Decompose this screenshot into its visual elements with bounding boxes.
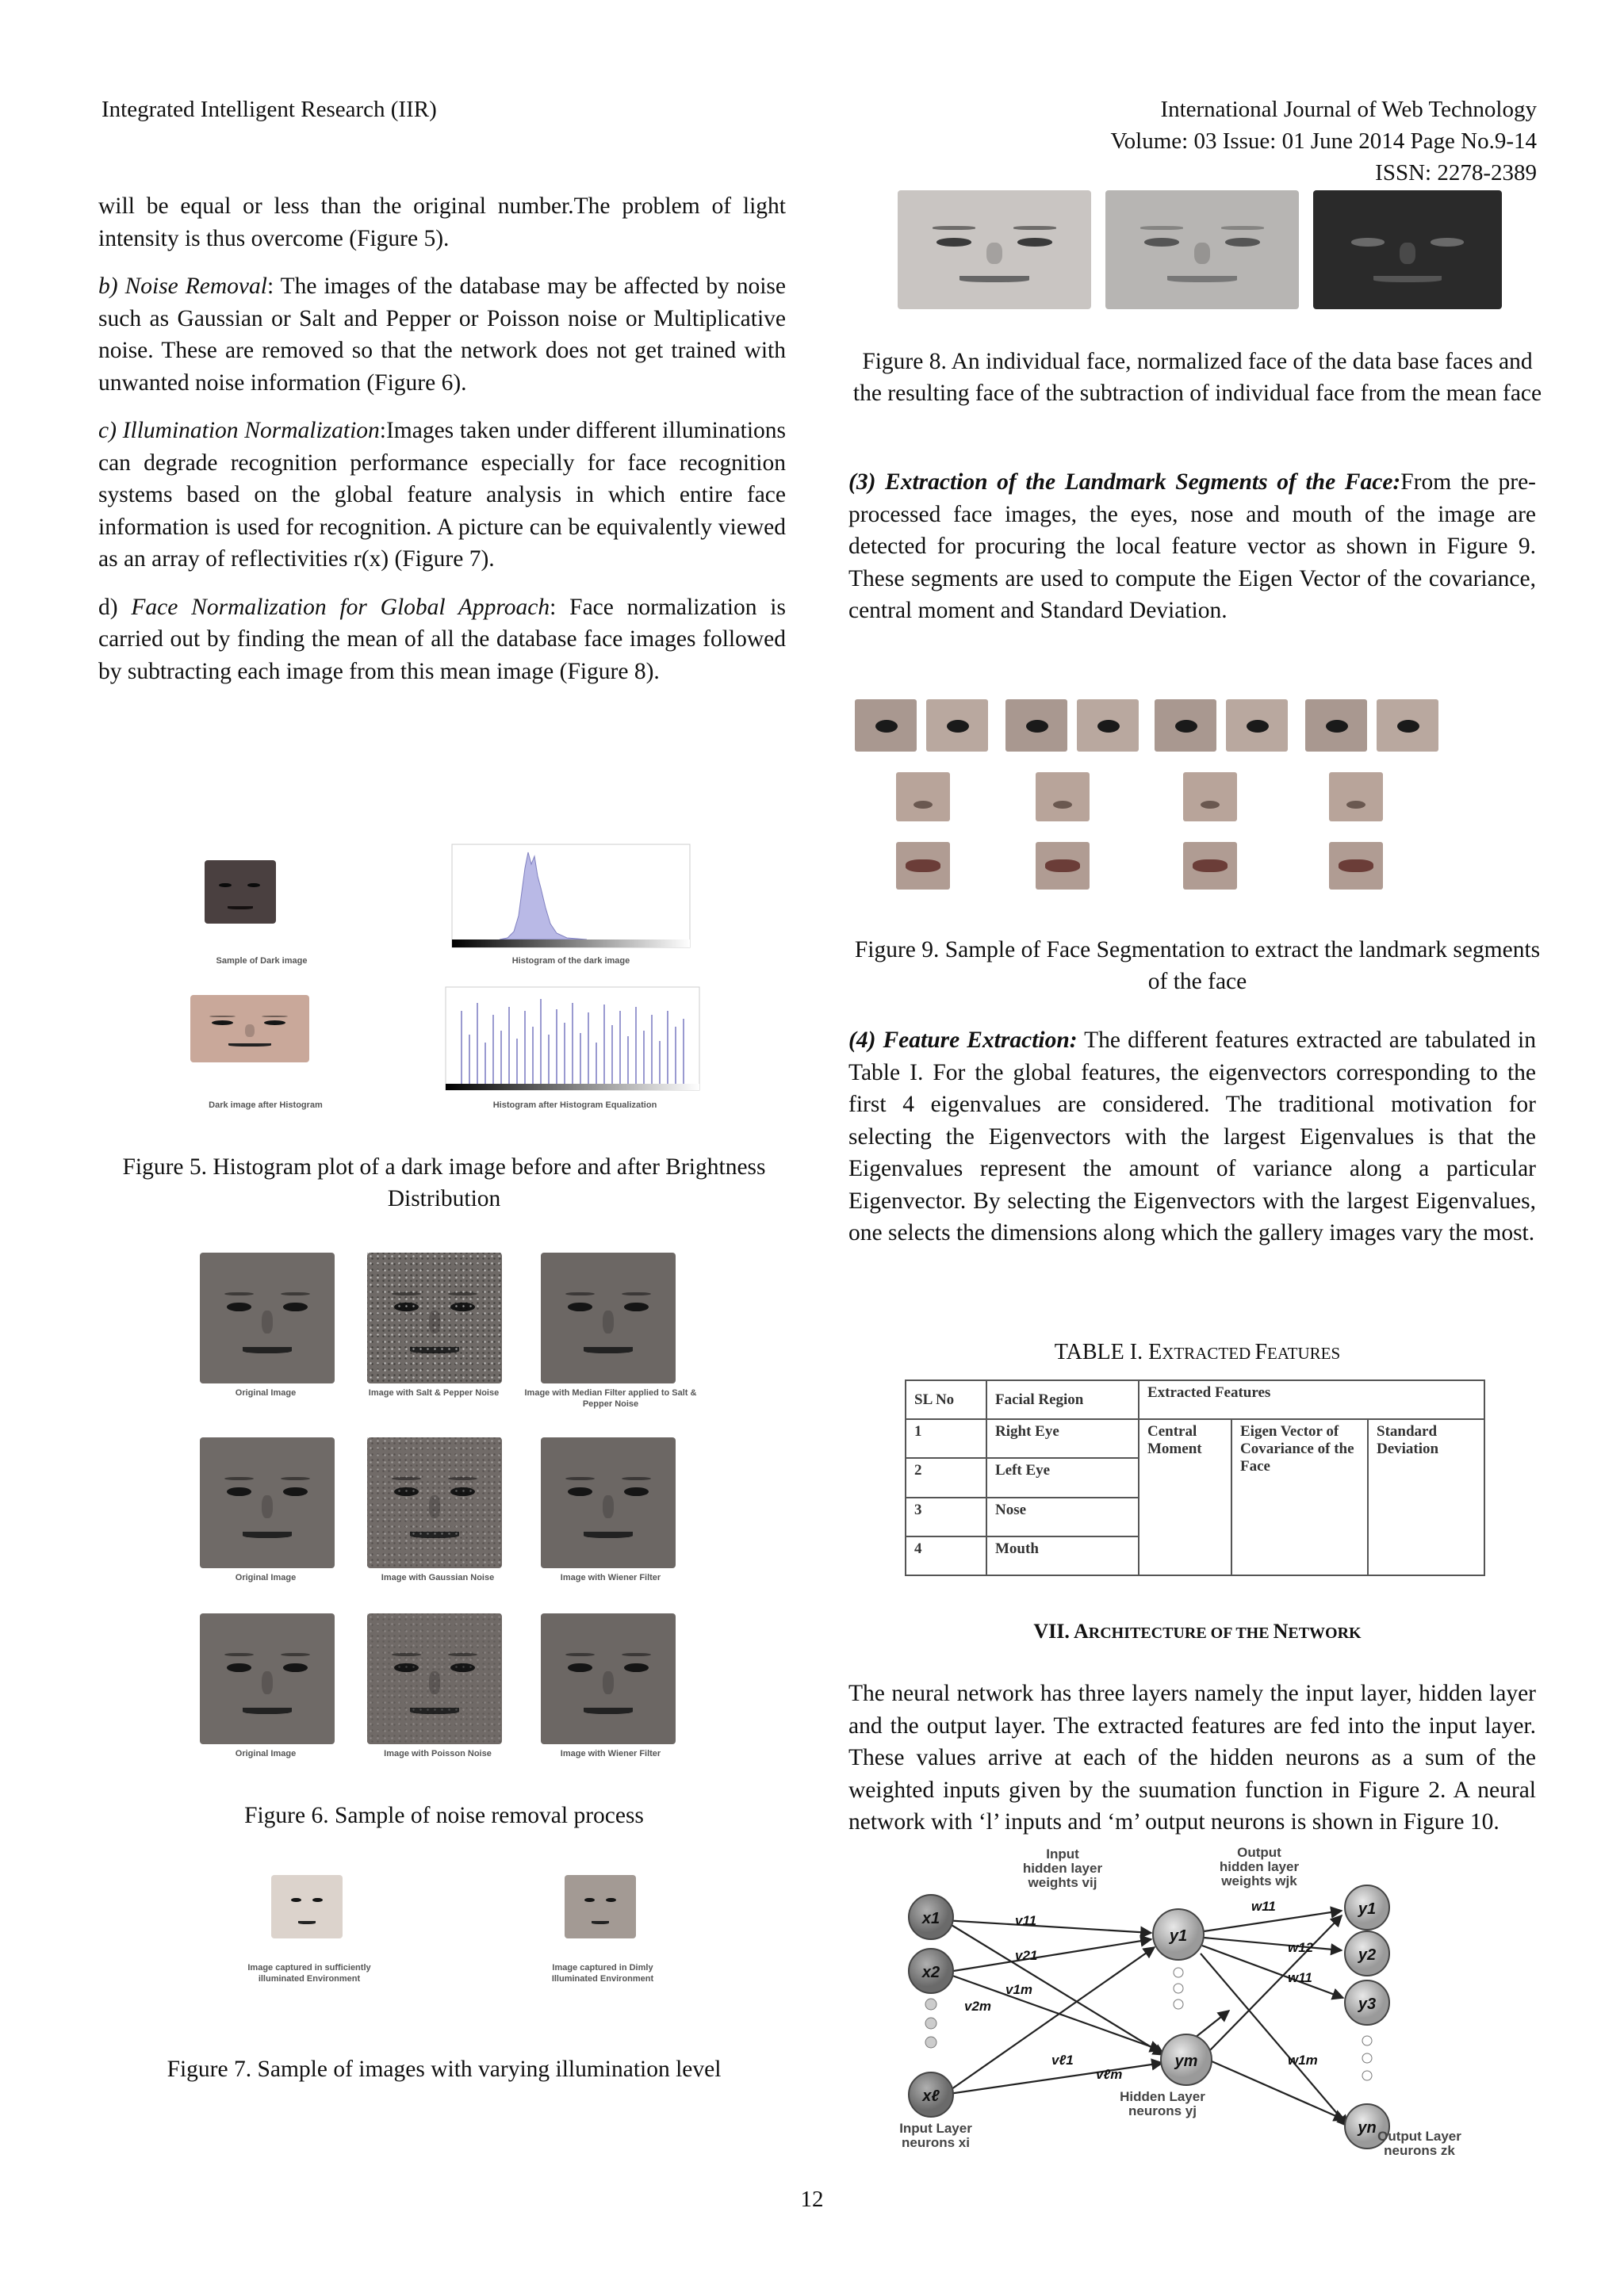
eye-segment — [926, 699, 988, 752]
fig6-r1-a: Original Image — [235, 1388, 297, 1398]
table-1-title — [848, 1338, 1546, 1368]
fig5-sub-a: Sample of Dark image — [216, 956, 308, 966]
weight-w1m: w1m — [1288, 2053, 1318, 2068]
face-norm-prefix: d) — [98, 594, 132, 620]
face-norm-text: : Face normalization is carried out by finding the mean of all the database face images followed by subtracting each image from this mean image (Figure 8). — [98, 594, 786, 684]
header-left: Integrated Intelligent Research (IIR) — [102, 97, 437, 122]
edge-y1-on — [1201, 1954, 1348, 2126]
label-out-y2: y2 — [1358, 1946, 1377, 1964]
equalized-histogram-chart — [446, 987, 699, 1090]
figure-5-caption: Figure 5. Histogram plot of a dark image before and after Brightness Distribution — [122, 1154, 766, 1211]
neural-network-diagram — [896, 1845, 1499, 2158]
eye-segment — [1077, 699, 1139, 752]
label-hidden-ym: ym — [1174, 2053, 1198, 2070]
ellipsis-dot — [1174, 1999, 1183, 2009]
difference-face — [1313, 190, 1502, 309]
figure-9 — [855, 699, 1442, 897]
landmark-label: (3) Extraction of the Landmark Segments of the Face: — [848, 469, 1401, 495]
fig6-r1-b: Image with Salt & Pepper Noise — [368, 1388, 500, 1398]
weight-v2m: v2m — [964, 1999, 992, 2014]
table-title-d: EATURES — [1267, 1344, 1341, 1363]
paragraph-feature-extraction — [848, 1024, 1536, 1249]
eye-segment — [1377, 699, 1438, 752]
journal-title: International Journal of Web Technology — [1160, 97, 1537, 122]
ellipsis-dot — [1174, 1984, 1183, 1993]
ellipsis-dot — [925, 2037, 936, 2048]
label-out-yn: yn — [1358, 2119, 1377, 2137]
eye-segment — [855, 699, 917, 752]
figure-6 — [190, 1253, 714, 1760]
left-column — [98, 190, 786, 687]
edge-ym-on — [1212, 2061, 1345, 2120]
th-eigen-vector: Eigen Vector of Covariance of the Face — [1231, 1419, 1368, 1575]
mouth-segment — [1329, 842, 1383, 890]
fig7-sub-b: Image captured in Dimly Illuminated Environment — [551, 1963, 654, 1984]
cell-region: Right Eye — [986, 1419, 1139, 1458]
input-layer-label-b: neurons xi — [902, 2135, 970, 2150]
nose-segment — [1183, 772, 1237, 821]
fig7-sub-a: Image captured in sufficiently illuminated Environment — [247, 1963, 371, 1984]
label-x1: x1 — [921, 1910, 940, 1927]
mouth-segment — [1183, 842, 1237, 890]
edge-y1-o2 — [1204, 1938, 1342, 1950]
equalized-face-image — [190, 995, 309, 1062]
th-sl-no: SL No — [906, 1380, 986, 1419]
label-x2: x2 — [921, 1964, 940, 1981]
cell-region: Left Eye — [986, 1458, 1139, 1497]
median-filter-face — [541, 1253, 676, 1383]
ellipsis-dot — [1362, 2071, 1372, 2080]
figure-6-caption: Figure 6. Sample of noise removal process — [244, 1803, 644, 1828]
paragraph-face-normalization — [98, 591, 786, 688]
label-out-y3: y3 — [1358, 1996, 1377, 2013]
input-layer-label-a: Input Layer — [899, 2121, 972, 2136]
dim-portrait — [565, 1875, 636, 1938]
cell-sl: 1 — [906, 1419, 986, 1458]
weight-v21: v21 — [1015, 1948, 1038, 1963]
sec7-a: VII. A — [1033, 1620, 1089, 1643]
th-facial-region: Facial Region — [986, 1380, 1139, 1419]
figure-8 — [898, 190, 1502, 317]
figure-7 — [238, 1875, 714, 2002]
paragraph-landmark-extraction — [848, 466, 1536, 627]
paragraph-noise-removal — [98, 270, 786, 399]
eye-segment — [1155, 699, 1216, 752]
in-weights-title-a: Input — [1046, 1846, 1079, 1862]
illumination-label: c) Illumination Normalization — [98, 418, 380, 443]
salt-pepper-face — [367, 1253, 502, 1383]
feature-extraction-text: The different features extracted are tabulated in Table I. For the global features, the eigenvectors corresponding to the first 4 eigenvalues are considered. The traditional motivation for selecting the Eigenvectors with the largest Eigenvalues is that the Eigenvalues represent the amount of variance along a particular Eigenvector. By selecting the Eigenvectors with the largest Eigenvalues, one selects the dimensions along which the gallery images vary the most. — [848, 1027, 1536, 1246]
nose-segment — [1036, 772, 1090, 821]
fig6-r3-b: Image with Poisson Noise — [384, 1749, 492, 1758]
sec7-c: N — [1273, 1620, 1289, 1643]
eye-segment — [1305, 699, 1367, 752]
paragraph-architecture: The neural network has three layers namely the input layer, hidden layer and the output layer. The extracted features are fed into the input layer. These values arrive at each of the hidden neurons as a sum of the weighted inputs given by the suumation function in Figure 2. A neural network with ‘l’ inputs and ‘m’ output neurons is shown in Figure 10. — [848, 1681, 1536, 1835]
weight-w11-b: w11 — [1288, 1970, 1312, 1985]
cell-sl: 4 — [906, 1536, 986, 1575]
dark-face-image — [205, 860, 276, 924]
weight-vl1: vℓ1 — [1051, 2053, 1074, 2068]
table-title-a: TABLE I. E — [1054, 1340, 1162, 1364]
sec7-d: ETWORK — [1288, 1624, 1362, 1642]
paragraph-illumination — [98, 415, 786, 576]
edge-x1-y1 — [944, 1920, 1151, 1933]
nose-segment — [1329, 772, 1383, 821]
cell-region: Nose — [986, 1498, 1139, 1536]
edge-x1-ym — [944, 1920, 1164, 2055]
fig6-r2-a: Original Image — [235, 1573, 297, 1582]
fig5-sub-d: Histogram after Histogram Equalization — [492, 1100, 657, 1110]
fig5-sub-b: Histogram of the dark image — [511, 956, 630, 966]
table-title-b: XTRACTED — [1162, 1344, 1255, 1363]
th-central-moment: Central Moment — [1139, 1419, 1231, 1575]
out-weights-title-a: Output — [1237, 1845, 1281, 1860]
ellipsis-dot — [925, 2018, 936, 2029]
figure-9-caption: Figure 9. Sample of Face Segmentation to extract the landmark segments of the face — [854, 937, 1541, 994]
ellipsis-dot — [925, 1999, 936, 2010]
normalized-face — [1105, 190, 1299, 309]
weight-w12: w12 — [1288, 1940, 1314, 1955]
output-layer-label-a: Output Layer — [1377, 2129, 1461, 2144]
eye-segment — [1226, 699, 1288, 752]
bright-portrait — [271, 1875, 343, 1938]
extracted-features-table — [905, 1380, 1485, 1576]
table-title-c: F — [1254, 1340, 1268, 1364]
ellipsis-dot — [1174, 1968, 1183, 1977]
paragraph-continuation: will be equal or less than the original number.The problem of light intensity is thus overcome (Figure 5). — [98, 193, 786, 251]
figure-5 — [190, 844, 745, 1114]
noise-removal-label: b) Noise Removal — [98, 274, 267, 299]
th-extracted-features: Extracted Features — [1139, 1380, 1484, 1419]
ellipsis-dot — [1362, 2053, 1372, 2063]
journal-volume: Volume: 03 Issue: 01 June 2014 Page No.9-14 — [1110, 128, 1537, 154]
section-vii-heading — [848, 1617, 1546, 1647]
noise-removal-text: : The images of the database may be affected by noise such as Gaussian or Salt and Pepper or Poisson noise or Multiplicative noise. These are removed so that the network does not get trained with unwanted noise information (Figure 6). — [98, 274, 786, 396]
th-std-dev: Standard Deviation — [1368, 1419, 1484, 1575]
hidden-layer-label-a: Hidden Layer — [1120, 2089, 1205, 2104]
hidden-layer-label-b: neurons yj — [1128, 2103, 1197, 2118]
eye-segment — [1005, 699, 1067, 752]
out-weights-title-c: weights wjk — [1221, 1873, 1297, 1888]
original-face-3 — [200, 1613, 335, 1744]
out-weights-title-b: hidden layer — [1219, 1859, 1300, 1874]
face-norm-label: Face Normalization for Global Approach — [131, 594, 550, 620]
wiener-filter-face-2 — [541, 1613, 676, 1744]
header-right — [1110, 94, 1537, 189]
feature-extraction-label: (4) Feature Extraction: — [848, 1027, 1078, 1053]
cell-sl: 3 — [906, 1498, 986, 1536]
journal-issn: ISSN: 2278-2389 — [1375, 160, 1537, 186]
gaussian-noise-face — [367, 1437, 502, 1568]
label-hidden-y1: y1 — [1169, 1927, 1188, 1945]
mouth-segment — [896, 842, 950, 890]
cell-region: Mouth — [986, 1536, 1139, 1575]
fig6-r1-c: Image with Median Filter applied to Salt & Pepper Noise — [524, 1388, 697, 1409]
in-weights-title-c: weights vij — [1028, 1875, 1097, 1890]
wiener-filter-face-1 — [541, 1437, 676, 1568]
ellipsis-dot — [1362, 2036, 1372, 2045]
landmark-text: From the pre-processed face images, the eyes, nose and mouth of the image are detected for procuring the local feature vector as shown in Figure 9. These segments are used to compute the Eigen Vector of the covariance, central moment and Standard Deviation. — [848, 469, 1536, 623]
edge-xl-y1 — [944, 1947, 1155, 2095]
dark-histogram-chart — [452, 844, 690, 947]
poisson-noise-face — [367, 1613, 502, 1744]
weight-v1m: v1m — [1005, 1982, 1033, 1997]
weight-vlm: vℓm — [1096, 2067, 1123, 2082]
individual-face — [898, 190, 1091, 309]
in-weights-title-b: hidden layer — [1022, 1861, 1103, 1876]
original-face-1 — [200, 1253, 335, 1383]
edge-x2-y1 — [944, 1939, 1151, 1973]
figure-8-caption: Figure 8. An individual face, normalized face of the data base faces and the resulting face of the subtraction of individual face from the mean face — [852, 349, 1542, 406]
output-layer-label-b: neurons zk — [1384, 2143, 1455, 2158]
fig6-r3-c: Image with Wiener Filter — [560, 1749, 661, 1758]
sec7-b: RCHITECTURE OF THE — [1088, 1624, 1274, 1642]
fig5-sub-c: Dark image after Histogram — [209, 1100, 323, 1110]
weight-w11: w11 — [1251, 1899, 1276, 1914]
weight-v11: v11 — [1015, 1913, 1037, 1928]
figure-7-caption: Figure 7. Sample of images with varying illumination level — [167, 2057, 722, 2082]
fig6-r3-a: Original Image — [235, 1749, 297, 1758]
illumination-text: :Images taken under different illuminations can degrade recognition performance especially for face recognition systems based on the global feature analysis in which entire face information is used for recognition. A picture can be equivalently viewed as an array of reflectivities r(x) (Figure 7). — [98, 418, 786, 572]
edge-ym-o1 — [1210, 1915, 1342, 2050]
label-xl: xℓ — [922, 2087, 940, 2105]
nose-segment — [896, 772, 950, 821]
cell-sl: 2 — [906, 1458, 986, 1497]
fig6-r2-c: Image with Wiener Filter — [560, 1573, 661, 1582]
edge-y1-o3 — [1202, 1946, 1343, 1998]
original-face-2 — [200, 1437, 335, 1568]
mouth-segment — [1036, 842, 1090, 890]
label-out-y1: y1 — [1358, 1900, 1377, 1918]
page-number: 12 — [800, 2187, 824, 2212]
fig6-r2-b: Image with Gaussian Noise — [381, 1573, 495, 1582]
